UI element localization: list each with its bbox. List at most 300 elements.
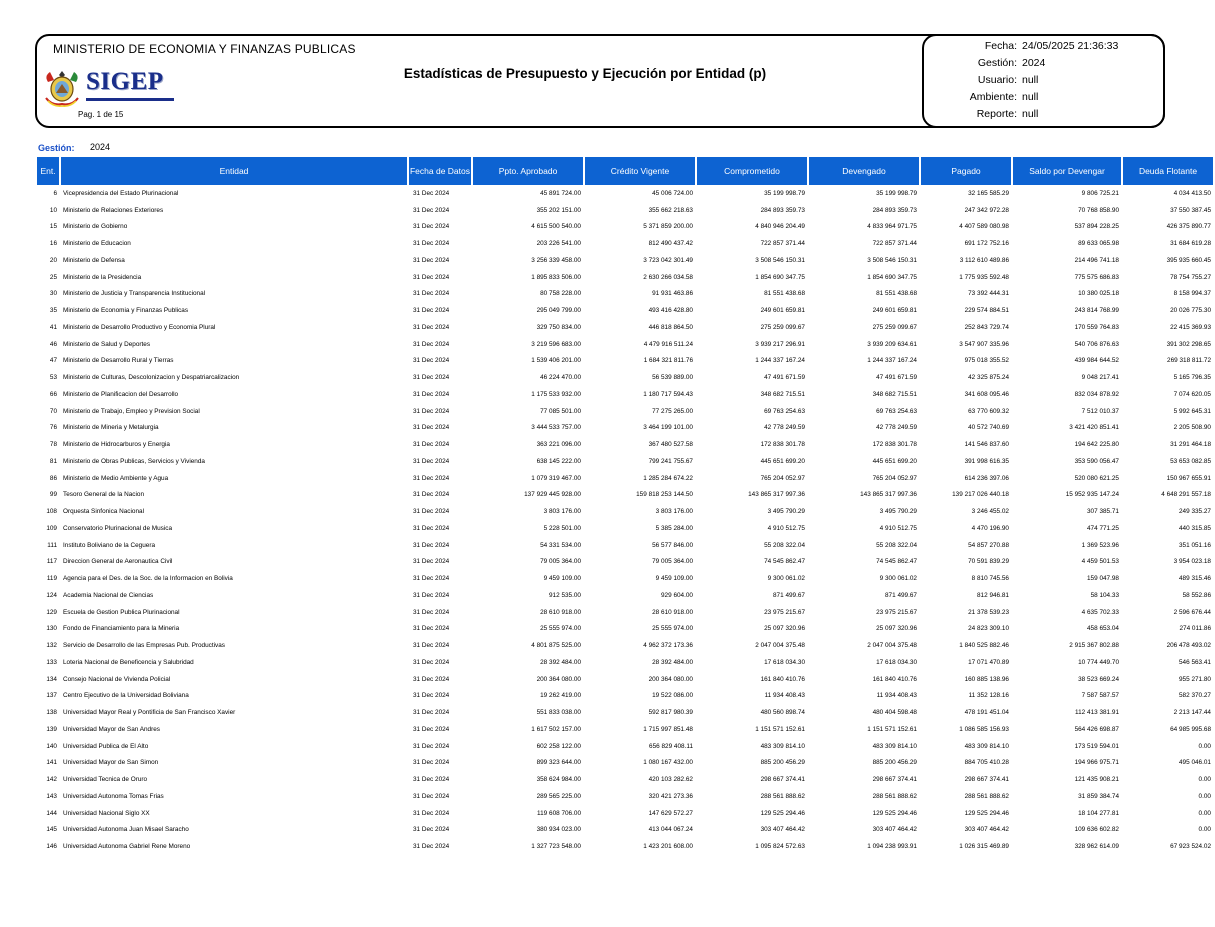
paid-cell: 70 591 839.29: [968, 558, 1009, 566]
floating-debt-cell: 4 648 291 557.18: [1161, 491, 1211, 499]
entity-code-cell: 76: [49, 424, 57, 432]
table-row: [37, 738, 1213, 755]
table-row: [37, 503, 1213, 520]
committed-cell: 25 097 320.96: [764, 625, 805, 633]
current-credit-cell: 812 490 437.42: [648, 240, 693, 248]
data-date-cell: 31 Dec 2024: [413, 675, 450, 683]
balance-to-accrue-cell: 9 806 725.21: [1081, 189, 1119, 197]
accrued-cell: 722 857 371.44: [872, 240, 917, 248]
entity-code-cell: 139: [46, 725, 57, 733]
floating-debt-cell: 37 550 387.45: [1170, 206, 1211, 214]
paid-cell: 17 071 470.89: [968, 658, 1009, 666]
entity-name-cell: Universidad Nacional Siglo XX: [63, 809, 150, 817]
paid-cell: 614 236 397.06: [964, 474, 1009, 482]
data-date-cell: 31 Dec 2024: [413, 709, 450, 717]
approved-budget-cell: 912 535.00: [549, 591, 581, 599]
budget-table: [35, 157, 1215, 855]
table-row: [37, 235, 1213, 252]
col-header: Ent.: [37, 157, 59, 185]
floating-debt-cell: 0.00: [1198, 742, 1211, 750]
current-credit-cell: 25 555 974.00: [652, 625, 693, 633]
committed-cell: 348 682 715.51: [760, 390, 805, 398]
meta-value: null: [1022, 108, 1039, 120]
entity-code-cell: 132: [46, 642, 57, 650]
current-credit-cell: 929 604.00: [661, 591, 693, 599]
accrued-cell: 275 259 099.67: [872, 323, 917, 331]
entity-name-cell: Instituto Boliviano de la Ceguera: [63, 541, 156, 549]
balance-to-accrue-cell: 194 642 225.80: [1074, 441, 1119, 449]
data-date-cell: 31 Dec 2024: [413, 524, 450, 532]
current-credit-cell: 5 371 859 200.00: [643, 223, 693, 231]
current-credit-cell: 420 103 282.62: [648, 776, 693, 784]
floating-debt-cell: 440 315.85: [1179, 524, 1211, 532]
committed-cell: 249 601 659.81: [760, 307, 805, 315]
data-date-cell: 31 Dec 2024: [413, 357, 450, 365]
current-credit-cell: 45 006 724.00: [652, 189, 693, 197]
data-date-cell: 31 Dec 2024: [413, 625, 450, 633]
approved-budget-cell: 80 758 228.00: [540, 290, 581, 298]
current-credit-cell: 1 684 321 811.76: [643, 357, 693, 365]
approved-budget-cell: 200 364 080.00: [536, 675, 581, 683]
balance-to-accrue-cell: 170 559 764.83: [1074, 323, 1119, 331]
table-row: [37, 302, 1213, 319]
data-date-cell: 31 Dec 2024: [413, 474, 450, 482]
floating-debt-cell: 4 034 413.50: [1173, 189, 1211, 197]
entity-name-cell: Ministerio de Trabajo, Empleo y Prevision Social: [63, 407, 200, 415]
accrued-cell: 74 545 862.47: [876, 558, 917, 566]
committed-cell: 445 651 699.20: [760, 457, 805, 465]
table-row: [37, 202, 1213, 219]
data-date-cell: 31 Dec 2024: [413, 692, 450, 700]
col-header: Crédito Vigente: [585, 157, 695, 185]
entity-code-cell: 144: [46, 809, 57, 817]
floating-debt-cell: 5 165 796.35: [1173, 374, 1211, 382]
balance-to-accrue-cell: 31 859 384.74: [1078, 792, 1119, 800]
accrued-cell: 4 833 964 971.75: [867, 223, 917, 231]
current-credit-cell: 1 423 201 608.00: [643, 843, 693, 851]
floating-debt-cell: 2 205 508.90: [1173, 424, 1211, 432]
approved-budget-cell: 380 934 023.00: [536, 826, 581, 834]
floating-debt-cell: 582 370.27: [1179, 692, 1211, 700]
current-credit-cell: 656 829 408.11: [649, 742, 693, 750]
committed-cell: 303 407 464.42: [760, 826, 805, 834]
entity-name-cell: Universidad Autonoma Juan Misael Saracho: [63, 826, 189, 834]
balance-to-accrue-cell: 1 369 523.96: [1081, 541, 1119, 549]
col-header: Entidad: [61, 157, 407, 185]
approved-budget-cell: 46 224 470.00: [540, 374, 581, 382]
current-credit-cell: 91 931 463.86: [652, 290, 693, 298]
floating-debt-cell: 391 302 298.65: [1166, 340, 1211, 348]
current-credit-cell: 56 577 846.00: [652, 541, 693, 549]
entity-name-cell: Ministerio de Salud y Deportes: [63, 340, 151, 348]
accrued-cell: 55 208 322.04: [876, 541, 917, 549]
entity-name-cell: Vicepresidencia del Estado Plurinacional: [63, 189, 179, 197]
table-row: [37, 537, 1213, 554]
paid-cell: 141 546 837.60: [964, 441, 1009, 449]
entity-code-cell: 138: [46, 709, 57, 717]
approved-budget-cell: 9 459 109.00: [543, 575, 581, 583]
entity-code-cell: 140: [46, 742, 57, 750]
table-row: [37, 319, 1213, 336]
table-row: [37, 788, 1213, 805]
current-credit-cell: 4 479 916 511.24: [643, 340, 693, 348]
balance-to-accrue-cell: 243 814 768.99: [1074, 307, 1119, 315]
accrued-cell: 3 939 209 634.61: [867, 340, 917, 348]
entity-code-cell: 35: [49, 307, 57, 315]
balance-to-accrue-cell: 474 771.25: [1087, 524, 1119, 532]
entity-code-cell: 20: [49, 256, 57, 264]
entity-name-cell: Ministerio de Gobierno: [63, 223, 128, 231]
accrued-cell: 47 491 671.59: [876, 374, 917, 382]
entity-code-cell: 133: [46, 658, 57, 666]
approved-budget-cell: 1 895 833 506.00: [531, 273, 581, 281]
balance-to-accrue-cell: 4 635 702.33: [1081, 608, 1119, 616]
balance-to-accrue-cell: 173 519 594.01: [1074, 742, 1119, 750]
col-header: Fecha de Datos: [409, 157, 471, 185]
data-date-cell: 31 Dec 2024: [413, 843, 450, 851]
gestion-value: 2024: [90, 142, 111, 152]
entity-code-cell: 47: [49, 357, 57, 365]
accrued-cell: 1 094 238 993.91: [867, 843, 917, 851]
committed-cell: 722 857 371.44: [760, 240, 805, 248]
paid-cell: 391 998 616.35: [964, 457, 1009, 465]
paid-cell: 229 574 884.51: [964, 307, 1009, 315]
accrued-cell: 765 204 052.97: [872, 474, 917, 482]
current-credit-cell: 3 723 042 301.49: [643, 256, 693, 264]
approved-budget-cell: 77 085 501.00: [540, 407, 581, 415]
entity-name-cell: Universidad Publica de El Alto: [63, 742, 149, 750]
paid-cell: 1 086 585 156.93: [959, 725, 1009, 733]
entity-code-cell: 53: [49, 374, 57, 382]
ministry-name: MINISTERIO DE ECONOMIA Y FINANZAS PUBLICAS: [53, 42, 356, 56]
balance-to-accrue-cell: 832 034 878.92: [1074, 390, 1119, 398]
committed-cell: 74 545 862.47: [764, 558, 805, 566]
current-credit-cell: 3 464 199 101.00: [643, 424, 693, 432]
current-credit-cell: 1 180 717 594.43: [643, 390, 693, 398]
data-date-cell: 31 Dec 2024: [413, 390, 450, 398]
accrued-cell: 288 561 888.62: [872, 792, 917, 800]
entity-name-cell: Ministerio de Obras Publicas, Servicios y Vivienda: [63, 457, 205, 465]
current-credit-cell: 79 005 364.00: [652, 558, 693, 566]
table-row: [37, 637, 1213, 654]
committed-cell: 765 204 052.97: [760, 474, 805, 482]
entity-name-cell: Centro Ejecutivo de la Universidad Boliviana: [63, 692, 189, 700]
entity-name-cell: Consejo Nacional de Vivienda Policial: [63, 675, 171, 683]
approved-budget-cell: 25 555 974.00: [540, 625, 581, 633]
floating-debt-cell: 67 923 524.02: [1170, 843, 1211, 851]
entity-code-cell: 78: [49, 441, 57, 449]
data-date-cell: 31 Dec 2024: [413, 491, 450, 499]
paid-cell: 341 608 095.46: [964, 390, 1009, 398]
table-row: [37, 420, 1213, 437]
entity-name-cell: Ministerio de Defensa: [63, 256, 125, 264]
current-credit-cell: 446 818 864.50: [648, 323, 693, 331]
table-row: [37, 721, 1213, 738]
current-credit-cell: 1 080 167 432.00: [643, 759, 693, 767]
current-credit-cell: 367 480 527.58: [648, 441, 693, 449]
paid-cell: 3 246 455.02: [971, 508, 1009, 516]
paid-cell: 288 561 888.62: [964, 792, 1009, 800]
table-row: [37, 403, 1213, 420]
data-date-cell: 31 Dec 2024: [413, 441, 450, 449]
committed-cell: 298 667 374.41: [760, 776, 805, 784]
paid-cell: 4 470 196.90: [971, 524, 1009, 532]
approved-budget-cell: 19 262 419.00: [540, 692, 581, 700]
committed-cell: 885 200 456.29: [760, 759, 805, 767]
floating-debt-cell: 0.00: [1198, 776, 1211, 784]
accrued-cell: 303 407 464.42: [872, 826, 917, 834]
entity-code-cell: 146: [46, 843, 57, 851]
current-credit-cell: 28 392 484.00: [652, 658, 693, 666]
approved-budget-cell: 551 833 038.00: [536, 709, 581, 717]
current-credit-cell: 5 385 284.00: [655, 524, 693, 532]
committed-cell: 172 838 301.78: [760, 441, 805, 449]
accrued-cell: 2 047 004 375.48: [867, 642, 917, 650]
table-row: [37, 604, 1213, 621]
balance-to-accrue-cell: 307 385.71: [1087, 508, 1119, 516]
paid-cell: 40 572 740.69: [968, 424, 1009, 432]
meta-value: null: [1022, 91, 1039, 103]
entity-name-cell: Conservatorio Plurinacional de Musica: [63, 524, 173, 532]
committed-cell: 483 309 814.10: [760, 742, 805, 750]
data-date-cell: 31 Dec 2024: [413, 323, 450, 331]
floating-debt-cell: 955 271.80: [1179, 675, 1211, 683]
accrued-cell: 172 838 301.78: [872, 441, 917, 449]
balance-to-accrue-cell: 439 984 644.52: [1074, 357, 1119, 365]
current-credit-cell: 19 522 086.00: [652, 692, 693, 700]
table-row: [37, 336, 1213, 353]
data-date-cell: 31 Dec 2024: [413, 759, 450, 767]
table-row: [37, 554, 1213, 571]
entity-code-cell: 137: [46, 692, 57, 700]
table-row: [37, 621, 1213, 638]
accrued-cell: 480 404 598.48: [872, 709, 917, 717]
committed-cell: 284 893 359.73: [760, 206, 805, 214]
committed-cell: 275 259 099.67: [760, 323, 805, 331]
paid-cell: 11 352 128.16: [968, 692, 1009, 700]
entity-code-cell: 46: [49, 340, 57, 348]
balance-to-accrue-cell: 112 413 381.91: [1075, 709, 1119, 717]
data-date-cell: 31 Dec 2024: [413, 658, 450, 666]
current-credit-cell: 9 459 109.00: [655, 575, 693, 583]
approved-budget-cell: 3 803 176.00: [543, 508, 581, 516]
data-date-cell: 31 Dec 2024: [413, 508, 450, 516]
meta-label: Reporte:: [976, 108, 1017, 120]
balance-to-accrue-cell: 15 952 935 147.24: [1065, 491, 1119, 499]
approved-budget-cell: 28 392 484.00: [540, 658, 581, 666]
approved-budget-cell: 1 539 406 201.00: [531, 357, 581, 365]
balance-to-accrue-cell: 7 512 010.37: [1081, 407, 1119, 415]
approved-budget-cell: 54 331 534.00: [540, 541, 581, 549]
data-date-cell: 31 Dec 2024: [413, 206, 450, 214]
meta-label: Usuario:: [977, 74, 1017, 86]
data-date-cell: 31 Dec 2024: [413, 407, 450, 415]
accrued-cell: 17 618 034.30: [876, 658, 917, 666]
data-date-cell: 31 Dec 2024: [413, 826, 450, 834]
current-credit-cell: 56 539 889.00: [652, 374, 693, 382]
table-row: [37, 822, 1213, 839]
committed-cell: 47 491 671.59: [764, 374, 805, 382]
current-credit-cell: 1 285 284 674.22: [643, 474, 693, 482]
approved-budget-cell: 119 608 706.00: [537, 809, 581, 817]
paid-cell: 1 775 935 592.48: [959, 273, 1009, 281]
floating-debt-cell: 426 375 890.77: [1166, 223, 1211, 231]
table-row: [37, 654, 1213, 671]
table-row: [37, 219, 1213, 236]
committed-cell: 81 551 438.68: [764, 290, 805, 298]
table-row: [37, 436, 1213, 453]
entity-code-cell: 66: [49, 390, 57, 398]
accrued-cell: 143 865 317 997.36: [860, 491, 917, 499]
committed-cell: 2 047 004 375.48: [755, 642, 805, 650]
table-row: [37, 386, 1213, 403]
approved-budget-cell: 295 049 799.00: [536, 307, 581, 315]
entity-name-cell: Escuela de Gestion Publica Plurinacional: [63, 608, 180, 616]
table-row: [37, 453, 1213, 470]
accrued-cell: 69 763 254.63: [876, 407, 917, 415]
col-header: Comprometido: [697, 157, 807, 185]
balance-to-accrue-cell: 775 575 686.83: [1074, 273, 1119, 281]
paid-cell: 298 667 374.41: [964, 776, 1009, 784]
approved-budget-cell: 899 323 644.00: [536, 759, 581, 767]
balance-to-accrue-cell: 70 768 858.90: [1078, 206, 1119, 214]
balance-to-accrue-cell: 4 459 501.53: [1081, 558, 1119, 566]
entity-code-cell: 70: [49, 407, 57, 415]
committed-cell: 42 778 249.59: [764, 424, 805, 432]
accrued-cell: 11 934 408.43: [876, 692, 917, 700]
entity-code-cell: 108: [46, 508, 57, 516]
entity-name-cell: Academia Nacional de Ciencias: [63, 591, 154, 599]
table-row: [37, 470, 1213, 487]
table-row: [37, 487, 1213, 504]
paid-cell: 73 392 444.31: [968, 290, 1009, 298]
meta-value: 2024: [1022, 57, 1046, 69]
paid-cell: 483 309 814.10: [964, 742, 1009, 750]
accrued-cell: 25 097 320.96: [876, 625, 917, 633]
data-date-cell: 31 Dec 2024: [413, 742, 450, 750]
paid-cell: 3 112 610 489.86: [959, 256, 1009, 264]
approved-budget-cell: 137 929 445 928.00: [524, 491, 581, 499]
entity-name-cell: Ministerio de la Presidencia: [63, 273, 142, 281]
accrued-cell: 42 778 249.59: [876, 424, 917, 432]
paid-cell: 303 407 464.42: [964, 826, 1009, 834]
approved-budget-cell: 363 221 096.00: [536, 441, 581, 449]
meta-label: Gestión:: [977, 57, 1017, 69]
data-date-cell: 31 Dec 2024: [413, 424, 450, 432]
floating-debt-cell: 2 596 676.44: [1173, 608, 1211, 616]
committed-cell: 871 499.67: [773, 591, 805, 599]
balance-to-accrue-cell: 540 706 876.63: [1074, 340, 1119, 348]
floating-debt-cell: 249 335.27: [1179, 508, 1211, 516]
col-header: Saldo por Devengar: [1013, 157, 1121, 185]
entity-code-cell: 117: [46, 558, 57, 566]
committed-cell: 35 199 998.79: [764, 189, 805, 197]
balance-to-accrue-cell: 38 523 669.24: [1078, 675, 1119, 683]
accrued-cell: 129 525 294.46: [872, 809, 917, 817]
approved-budget-cell: 5 228 501.00: [543, 524, 581, 532]
entity-code-cell: 30: [49, 290, 57, 298]
current-credit-cell: 77 275 265.00: [652, 407, 693, 415]
current-credit-cell: 493 416 428.80: [648, 307, 693, 315]
data-date-cell: 31 Dec 2024: [413, 809, 450, 817]
data-date-cell: 31 Dec 2024: [413, 189, 450, 197]
paid-cell: 252 843 729.74: [964, 323, 1009, 331]
paid-cell: 139 217 026 440.18: [952, 491, 1009, 499]
floating-debt-cell: 58 552.86: [1182, 591, 1211, 599]
current-credit-cell: 3 803 176.00: [655, 508, 693, 516]
accrued-cell: 3 495 790.29: [879, 508, 917, 516]
entity-name-cell: Universidad Autonoma Gabriel Rene Moreno: [63, 843, 191, 851]
accrued-cell: 35 199 998.79: [876, 189, 917, 197]
table-row: [37, 771, 1213, 788]
approved-budget-cell: 1 327 723 548.00: [531, 843, 581, 851]
floating-debt-cell: 31 684 619.28: [1170, 240, 1211, 248]
paid-cell: 42 325 875.24: [968, 374, 1009, 382]
committed-cell: 11 934 408.43: [764, 692, 805, 700]
committed-cell: 1 151 571 152.61: [755, 725, 805, 733]
accrued-cell: 23 975 215.67: [876, 608, 917, 616]
committed-cell: 1 854 690 347.75: [755, 273, 805, 281]
paid-cell: 63 770 609.32: [968, 407, 1009, 415]
accrued-cell: 1 151 571 152.61: [867, 725, 917, 733]
entity-code-cell: 6: [53, 189, 57, 197]
data-date-cell: 31 Dec 2024: [413, 725, 450, 733]
approved-budget-cell: 4 801 875 525.00: [531, 642, 581, 650]
approved-budget-cell: 638 145 222.00: [536, 457, 581, 465]
entity-code-cell: 99: [49, 491, 57, 499]
balance-to-accrue-cell: 353 590 056.47: [1074, 457, 1119, 465]
paid-cell: 884 705 410.28: [964, 759, 1009, 767]
accrued-cell: 348 682 715.51: [872, 390, 917, 398]
floating-debt-cell: 8 158 994.37: [1173, 290, 1211, 298]
entity-name-cell: Direccion General de Aeronautica Civil: [63, 558, 173, 566]
committed-cell: 55 208 322.04: [764, 541, 805, 549]
gestion-line: [38, 142, 111, 153]
entity-name-cell: Universidad Tecnica de Oruro: [63, 776, 148, 784]
paid-cell: 3 547 907 335.96: [959, 340, 1009, 348]
current-credit-cell: 799 241 755.67: [648, 457, 693, 465]
entity-name-cell: Universidad Autonoma Tomas Frias: [63, 792, 164, 800]
data-date-cell: 31 Dec 2024: [413, 776, 450, 784]
accrued-cell: 445 651 699.20: [872, 457, 917, 465]
table-header-row: [37, 157, 1213, 185]
page-number: Pag. 1 de 15: [78, 110, 124, 119]
entity-code-cell: 41: [49, 323, 57, 331]
accrued-cell: 81 551 438.68: [876, 290, 917, 298]
data-date-cell: 31 Dec 2024: [413, 307, 450, 315]
paid-cell: 1 840 525 882.46: [959, 642, 1009, 650]
committed-cell: 69 763 254.63: [764, 407, 805, 415]
data-date-cell: 31 Dec 2024: [413, 340, 450, 348]
approved-budget-cell: 203 226 541.00: [536, 240, 581, 248]
accrued-cell: 249 601 659.81: [872, 307, 917, 315]
entity-name-cell: Universidad Mayor de San Simon: [63, 759, 159, 767]
approved-budget-cell: 1 079 319 467.00: [531, 474, 581, 482]
current-credit-cell: 4 962 372 173.36: [643, 642, 693, 650]
accrued-cell: 885 200 456.29: [872, 759, 917, 767]
entity-name-cell: Universidad Mayor de San Andres: [63, 725, 160, 733]
accrued-cell: 161 840 410.76: [872, 675, 917, 683]
floating-debt-cell: 64 985 995.68: [1170, 725, 1211, 733]
accrued-cell: 9 300 061.02: [879, 575, 917, 583]
accrued-cell: 483 309 814.10: [872, 742, 917, 750]
paid-cell: 4 407 589 080.98: [959, 223, 1009, 231]
entity-code-cell: 10: [49, 206, 57, 214]
entity-code-cell: 124: [46, 591, 57, 599]
paid-cell: 54 857 270.88: [968, 541, 1009, 549]
gestion-label: Gestión:: [38, 143, 75, 153]
balance-to-accrue-cell: 3 421 420 851.41: [1069, 424, 1119, 432]
